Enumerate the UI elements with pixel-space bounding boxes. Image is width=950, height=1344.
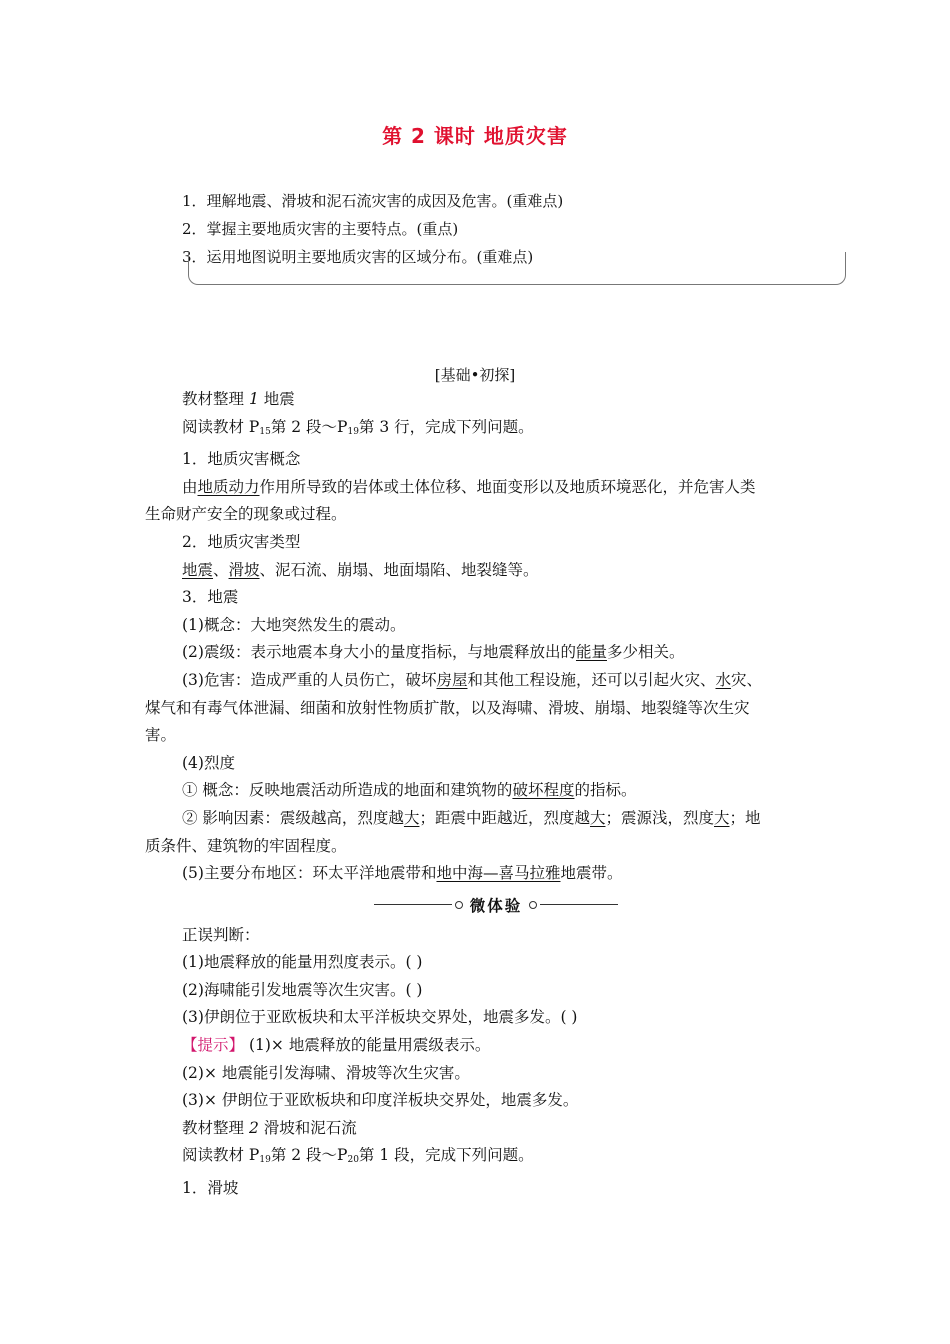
- types-text: [145, 557, 810, 585]
- text: ② 影响因素：震级越高，烈度越: [182, 808, 404, 827]
- earthquake-magnitude: [145, 639, 810, 667]
- learning-objectives: [182, 187, 842, 271]
- text: 的指标。: [574, 781, 637, 800]
- fill-blank: 破坏程度: [512, 781, 575, 800]
- fill-blank: 能量: [575, 643, 607, 662]
- fill-blank: 地震: [182, 560, 214, 579]
- micro-experience-divider: [145, 888, 810, 922]
- objective-item: 1．理解地震、滑坡和泥石流灾害的成因及危害。(重难点): [182, 192, 564, 210]
- text: 、: [213, 560, 229, 579]
- page-sub: 19: [347, 426, 359, 437]
- divider-line: [540, 904, 618, 905]
- fill-blank: 大: [714, 808, 730, 827]
- fill-blank: 地质动力: [197, 477, 260, 496]
- judge-question: (3)伊朗位于亚欧板块和太平洋板块交界处，地震多发。( ): [182, 1008, 578, 1027]
- text: ；地: [729, 808, 761, 827]
- intensity-factors: [145, 805, 810, 833]
- text: 第 1 段，完成下列问题。: [358, 1146, 534, 1165]
- fill-blank: 大: [403, 808, 420, 827]
- distribution-text: [145, 860, 810, 888]
- page-sub: 15: [259, 426, 271, 437]
- judge-heading: 正误判断：: [182, 925, 260, 944]
- section-heading-earthquake: [145, 386, 810, 414]
- fill-blank: 水: [715, 670, 732, 689]
- judge-question: (1)地震释放的能量用烈度表示。( ): [182, 953, 423, 972]
- intensity-heading: (4)烈度: [182, 753, 235, 772]
- text: ① 概念：反映地震活动所造成的地面和建筑物的: [182, 781, 513, 800]
- earthquake-hazard-end: 害。: [145, 726, 177, 745]
- intensity-factors-cont: 质条件、建筑物的牢固程度。: [145, 836, 347, 855]
- text: 、泥石流、崩塌、地面塌陷、地裂缝等。: [259, 560, 539, 579]
- concept-heading: 1．地质灾害概念: [182, 450, 301, 469]
- earthquake-concept: (1)概念：大地突然发生的震动。: [182, 615, 406, 634]
- heading-prefix: 教材整理: [182, 1118, 245, 1137]
- heading-prefix: 教材整理: [182, 390, 245, 408]
- fill-blank: 地中海—喜马拉雅: [436, 864, 561, 883]
- text: (1)× 地震释放的能量用震级表示。: [244, 1036, 491, 1055]
- text: 阅读教材 P: [182, 1146, 260, 1165]
- text: 阅读教材 P: [182, 417, 260, 436]
- divider-dot: [455, 901, 463, 909]
- concept-text: [145, 474, 810, 502]
- text: 由: [182, 477, 198, 496]
- text: 作用所导致的岩体或土体位移、地面变形以及地质环境恶化，并危害人类: [259, 477, 756, 496]
- heading-title: 地震: [263, 390, 295, 408]
- section-tag: [基础•初探]: [434, 366, 516, 384]
- frame-left-edge: [188, 252, 189, 262]
- divider-label: 微体验: [469, 895, 523, 915]
- objective-item: 3．运用地图说明主要地质灾害的区域分布。(重难点): [182, 248, 534, 266]
- reading-instruction: [145, 414, 810, 447]
- text: ；距震中距越近，烈度越: [419, 808, 590, 827]
- page-title: 第 2 课时 地质灾害: [382, 124, 568, 148]
- page-sub: 19: [259, 1155, 271, 1166]
- fill-blank: 大: [589, 808, 606, 827]
- heading-number: 2: [248, 1118, 259, 1137]
- text: 第 2 段～P: [270, 417, 348, 436]
- earthquake-heading: 3．地震: [182, 588, 239, 607]
- divider-line: [374, 904, 452, 905]
- hint-answer: [145, 1032, 810, 1060]
- text: 地震带。: [560, 864, 623, 883]
- fill-blank: 滑坡: [228, 560, 260, 579]
- objective-item: 2．掌握主要地质灾害的主要特点。(重点): [182, 220, 459, 238]
- text: (5)主要分布地区：环太平洋地震带和: [182, 864, 437, 883]
- earthquake-hazard-cont: 煤气和有毒气体泄漏、细菌和放射性物质扩散，以及海啸、滑坡、崩塌、地裂缝等次生灾: [145, 698, 750, 717]
- text: ；震源浅，烈度: [605, 808, 714, 827]
- judge-question: (2)海啸能引发地震等次生灾害。( ): [182, 980, 423, 999]
- text: 和其他工程设施，还可以引起火灾、: [467, 670, 716, 689]
- hint-answer: (2)× 地震能引发海啸、滑坡等次生灾害。: [182, 1063, 470, 1082]
- concept-text-cont: 生命财产安全的现象或过程。: [145, 505, 347, 524]
- hint-answer: (3)× 伊朗位于亚欧板块和印度洋板块交界处，地震多发。: [182, 1091, 579, 1110]
- heading-title: 滑坡和泥石流: [263, 1118, 357, 1137]
- text: 多少相关。: [606, 643, 685, 662]
- types-heading: 2．地质灾害类型: [182, 532, 301, 551]
- main-content: [145, 386, 810, 1203]
- text: 灾、: [731, 670, 763, 689]
- objectives-frame: [188, 262, 846, 285]
- divider-dot: [529, 901, 537, 909]
- intensity-concept: [145, 777, 810, 805]
- fill-blank: 房屋: [436, 670, 468, 689]
- landslide-heading: 1．滑坡: [182, 1179, 239, 1198]
- text: 第 2 段～P: [270, 1146, 348, 1165]
- text: 第 3 行，完成下列问题。: [358, 417, 534, 436]
- earthquake-hazard: [145, 667, 810, 695]
- heading-number: 1: [248, 390, 259, 408]
- section-heading-landslide: [145, 1115, 810, 1143]
- text: (2)震级：表示地震本身大小的量度指标，与地震释放出的: [182, 643, 576, 662]
- hint-label: 【提示】: [182, 1036, 245, 1055]
- frame-right-edge: [845, 252, 846, 262]
- text: (3)危害：造成严重的人员伤亡，破坏: [182, 670, 437, 689]
- page-sub: 20: [347, 1155, 359, 1166]
- reading-instruction: [145, 1142, 810, 1175]
